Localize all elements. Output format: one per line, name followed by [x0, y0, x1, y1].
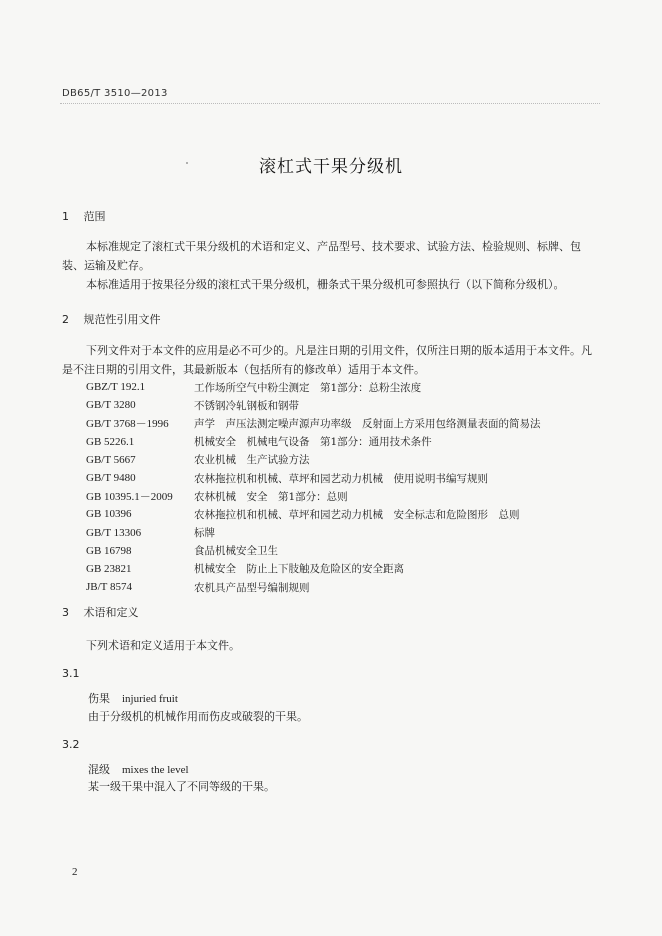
term-zh: 伤果: [88, 692, 110, 705]
term-entry: [88, 761, 189, 777]
reference-code: JB/T 8574: [86, 581, 132, 594]
section-number: 3: [62, 606, 69, 619]
section-number: 2: [62, 313, 69, 326]
refs-intro-paragraph: 下列文件对于本文件的应用是必不可少的。凡是注日期的引用文件，仅所注日期的版本适用于本文件。凡是不注日期的引用文件，其最新版本（包括所有的修改单）适用于本文件。: [62, 344, 592, 376]
reference-title: 农机具产品型号编制规则: [194, 581, 310, 594]
reference-code: GB/T 9480: [86, 472, 136, 485]
reference-code: GB 10395.1－2009: [86, 491, 173, 504]
reference-row: [86, 378, 606, 396]
reference-code: GBZ/T 192.1: [86, 381, 146, 394]
section-number: 1: [62, 210, 69, 223]
reference-title: 不锈钢冷轧钢板和钢带: [194, 399, 299, 412]
terms-intro-paragraph: 下列术语和定义适用于本文件。: [86, 639, 240, 652]
reference-title: 标牌: [194, 527, 215, 540]
section-title: 术语和定义: [83, 606, 139, 619]
section-title: 规范性引用文件: [83, 313, 161, 326]
reference-row: [86, 542, 606, 560]
reference-code: GB 5226.1: [86, 435, 135, 448]
reference-title: 食品机械安全卫生: [194, 545, 278, 558]
section-heading-refs: [62, 311, 161, 327]
term-definition: 由于分级机的机械作用而伤皮或破裂的干果。: [88, 710, 308, 723]
reference-row: [86, 433, 606, 451]
section-heading-scope: [62, 208, 106, 224]
reference-title: 工作场所空气中粉尘测定 第1部分：总粉尘浓度: [194, 381, 422, 394]
reference-row: [86, 469, 606, 487]
reference-row: [86, 505, 606, 523]
document-title: 滚杠式干果分级机: [259, 157, 403, 177]
scope-paragraph-1: 本标准规定了滚杠式干果分级机的术语和定义、产品型号、技术要求、试验方法、检验规则、标牌、包装、运输及贮存。: [62, 240, 581, 272]
reference-row: [86, 524, 606, 542]
reference-title: 农林机械 安全 第1部分：总则: [194, 490, 348, 503]
term-zh: 混级: [88, 763, 110, 776]
reference-code: GB/T 13306: [86, 526, 142, 539]
term-en: mixes the level: [122, 764, 189, 776]
reference-code: GB/T 5667: [86, 453, 136, 466]
term-entry: [88, 690, 178, 706]
reference-row: [86, 396, 606, 414]
term-number: 3.1: [62, 667, 80, 680]
reference-row: [86, 414, 606, 432]
reference-title: 农林拖拉机和机械、草坪和园艺动力机械 使用说明书编写规则: [194, 472, 488, 485]
reference-row: [86, 560, 606, 578]
term-definition: 某一级干果中混入了不同等级的干果。: [88, 780, 275, 793]
header-divider: [60, 103, 600, 104]
reference-row: [86, 487, 606, 505]
term-number: 3.2: [62, 738, 80, 751]
reference-title: 机械安全 防止上下肢触及危险区的安全距离: [194, 563, 404, 576]
reference-code: GB/T 3280: [86, 399, 136, 412]
term-en: injuried fruit: [122, 693, 178, 705]
reference-list: [86, 378, 606, 596]
reference-code: GB/T 3768－1996: [86, 418, 169, 431]
scope-paragraph-2: 本标准适用于按果径分级的滚杠式干果分级机，栅条式干果分级机可参照执行（以下简称分级机）。: [86, 278, 565, 291]
standard-code: DB65/T 3510—2013: [62, 88, 168, 99]
reference-row: [86, 451, 606, 469]
reference-title: 农林拖拉机和机械、草坪和园艺动力机械 安全标志和危险图形 总则: [194, 508, 520, 521]
section-title: 范围: [83, 210, 106, 223]
reference-code: GB 23821: [86, 562, 132, 575]
reference-code: GB 16798: [86, 544, 132, 557]
reference-code: GB 10396: [86, 508, 132, 521]
reference-row: [86, 578, 606, 596]
section-heading-terms: [62, 604, 139, 620]
reference-title: 农业机械 生产试验方法: [194, 454, 310, 467]
page-number: 2: [72, 866, 78, 878]
reference-title: 声学 声压法测定噪声源声功率级 反射面上方采用包络测量表面的简易法: [194, 417, 541, 430]
reference-title: 机械安全 机械电气设备 第1部分：通用技术条件: [194, 436, 432, 449]
